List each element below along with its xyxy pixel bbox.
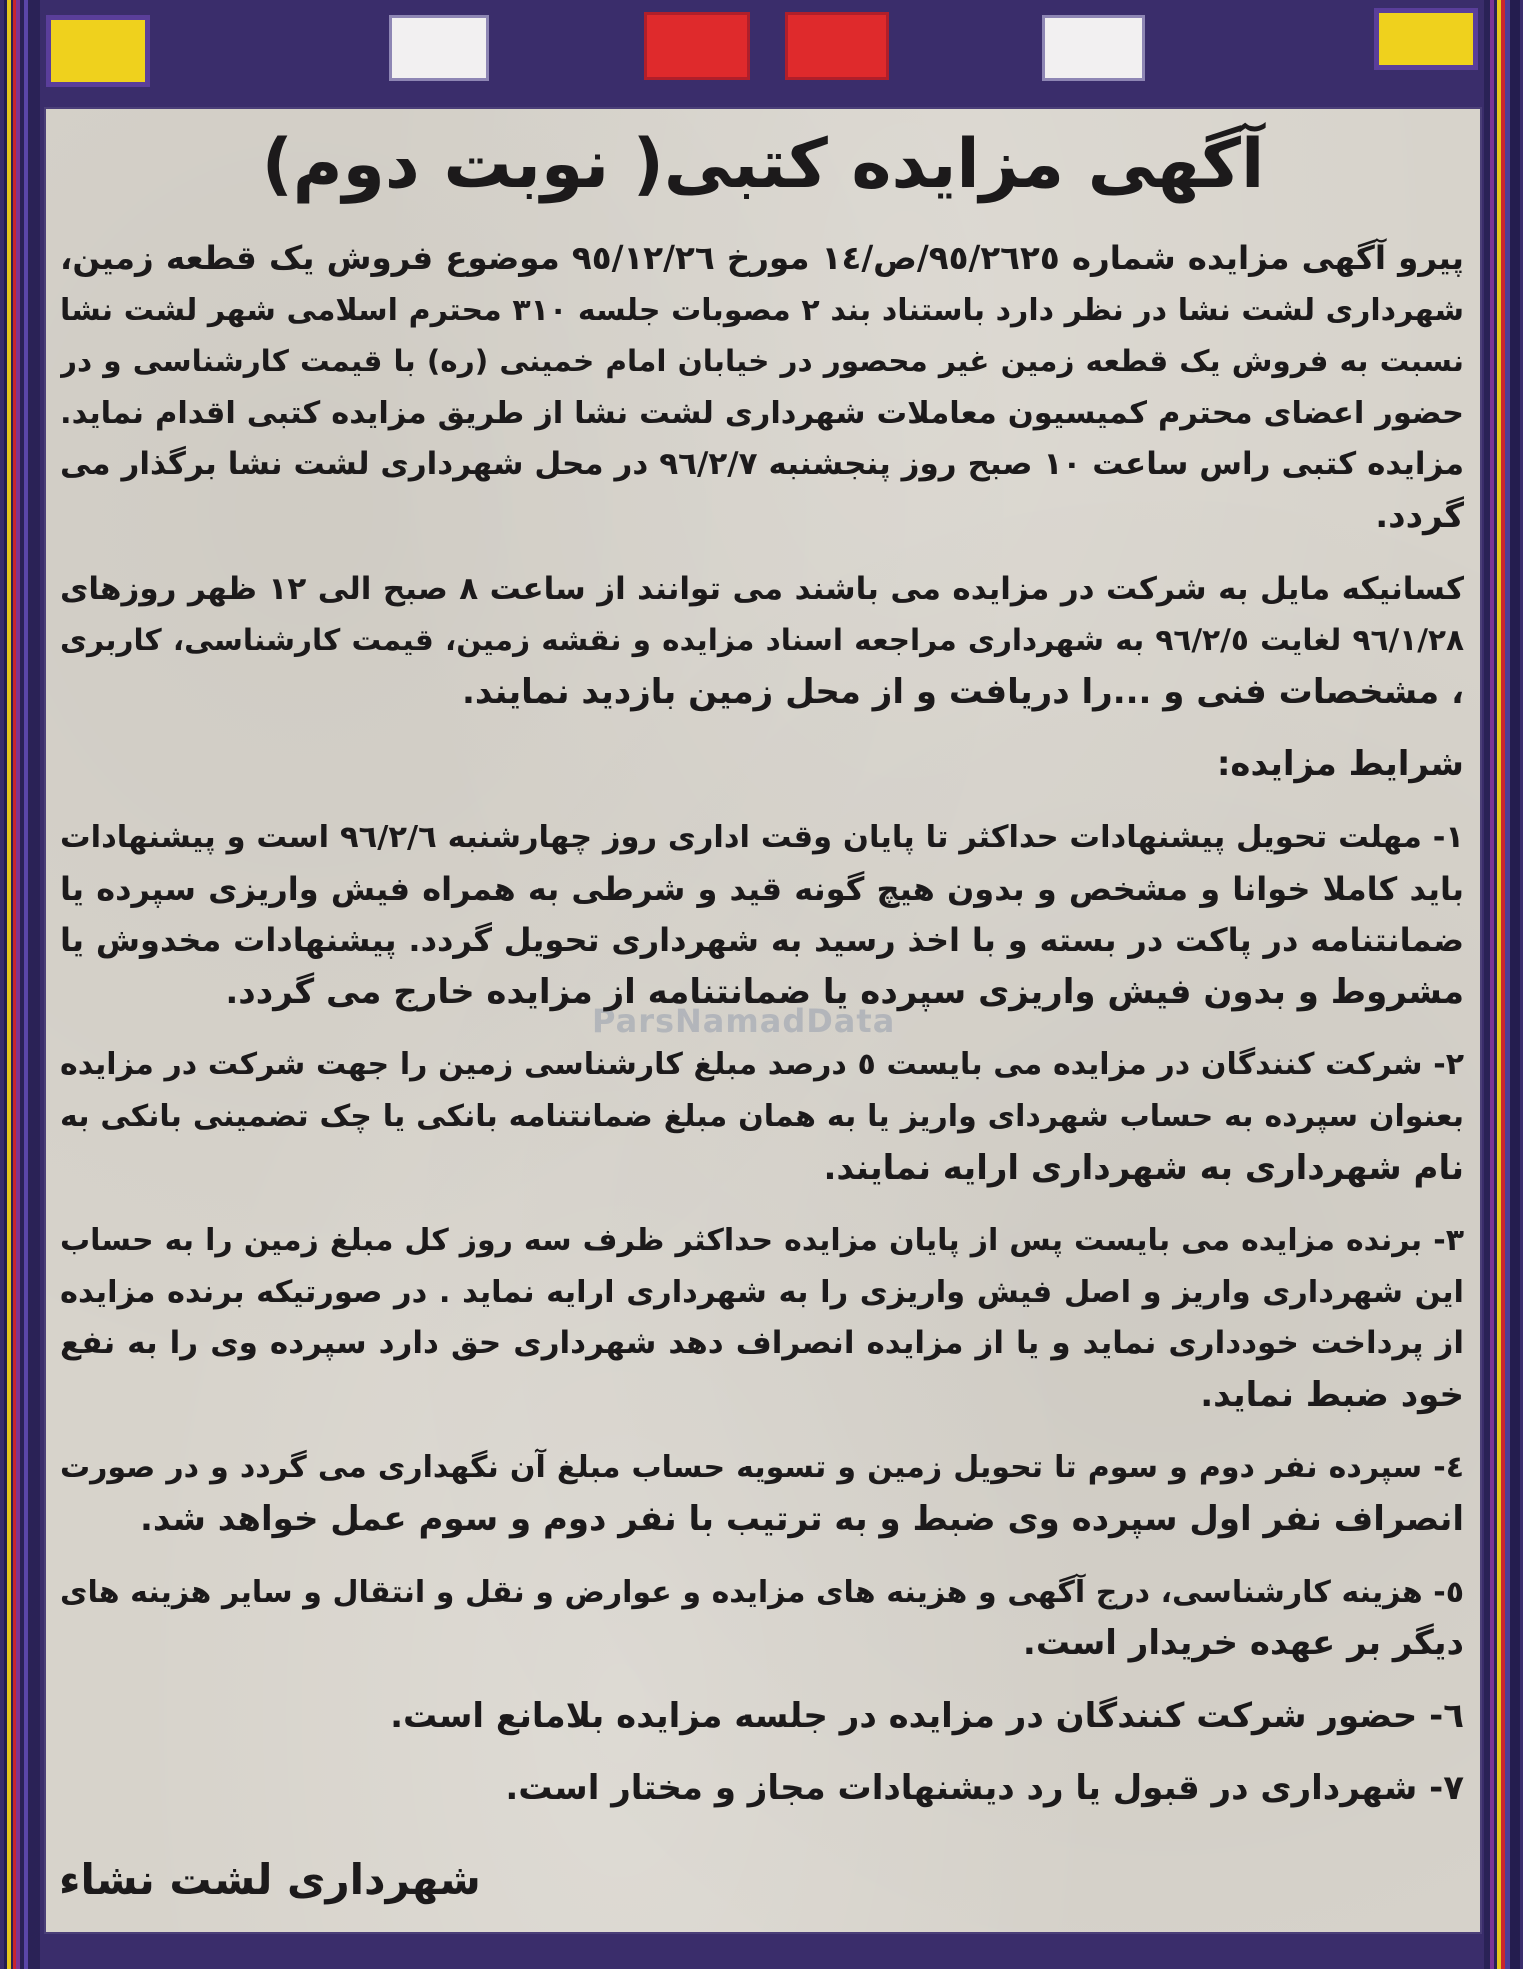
text-line: مزایده کتبی راس ساعت ١٠ صبح روز پنجشنبه ٩٦/٢/٧ در محل شهرداری لشت نشا برگذار می <box>60 446 1464 483</box>
frame-square-yellow-left <box>46 15 150 87</box>
condition-item-3 <box>60 1215 1464 1421</box>
text-line: انصراف نفر اول سپرده وی ضبط و به ترتیب با نفر دوم و سوم عمل خواهد شد. <box>139 1499 1464 1540</box>
text-line: نام شهرداری به شهرداری ارایه نمایند. <box>823 1147 1464 1188</box>
text-line: دیگر بر عهده خریدار است. <box>1022 1623 1464 1664</box>
intro-paragraph <box>60 233 1464 543</box>
text-line: ٩٦/١/٢٨ لغایت ٩٦/٢/٥ به شهرداری مراجعه اسناد مزایده و نقشه زمین، قیمت کارشناسی، کاربری <box>60 623 1464 658</box>
text-line: مشروط و بدون فیش واریزی سپرده یا ضمانتنامه از مزایده خارج می گردد. <box>225 971 1464 1012</box>
text-line: ٣- برنده مزایده می بایست پس از پایان مزایده حداکثر ظرف سه روز کل مبلغ زمین را به حساب <box>60 1223 1464 1259</box>
condition-item-7 <box>60 1763 1464 1815</box>
condition-item-4 <box>60 1442 1464 1545</box>
frame-square-red-left <box>644 12 750 80</box>
invitation-paragraph <box>60 564 1464 719</box>
text-line: شهرداری لشت نشا در نظر دارد باستناد بند ٢ مصوبات جلسه ٣١٠ محترم اسلامی شهر لشت نشا <box>60 292 1464 328</box>
text-line: از پرداخت خودداری نماید و یا از مزایده انصراف دهد شهرداری حق دارد سپرده وی را به نفع <box>60 1325 1464 1362</box>
notice-title: آگهی مزایده کتبی( نوبت دوم) <box>261 125 1265 204</box>
signature: شهرداری لشت نشاء <box>59 1855 481 1904</box>
text-line: ضمانتنامه در پاکت در بسته و با اخذ رسید به شهرداری تحویل گردد. پیشنهادات مخدوش یا <box>60 921 1464 960</box>
watermark: ParsNamadData <box>592 1002 896 1040</box>
notice-paper <box>44 107 1482 1934</box>
text-line: ٧- شهرداری در قبول یا رد دیشنهادات مجاز و مختار است. <box>505 1768 1464 1809</box>
text-line: ٦- حضور شرکت کنندگان در مزایده در جلسه مزایده بلامانع است. <box>390 1695 1464 1736</box>
condition-item-2 <box>60 1039 1464 1194</box>
text-line: باید کاملا خوانا و مشخص و بدون هیچ گونه قید و شرطی به همراه فیش واریزی سپرده یا <box>60 869 1464 908</box>
text-line: پیرو آگهی مزایده شماره ٩٥/٢٦٢٥/ص/١٤ مورخ ٩٥/١٢/٢٦ موضوع فروش یک قطعه زمین، <box>60 239 1464 277</box>
condition-item-1 <box>60 812 1464 1018</box>
frame-square-red-right <box>785 12 889 80</box>
frame-square-white-left <box>389 15 489 81</box>
notice-body <box>60 233 1464 1815</box>
text-line: گردد. <box>1375 495 1464 536</box>
text-line: بعنوان سپرده به حساب شهردای واریز یا به همان مبلغ ضمانتنامه بانکی یا چک تضمینی بانکی به <box>60 1098 1464 1134</box>
conditions-heading: شرایط مزایده: <box>1216 744 1464 785</box>
text-line: نسبت به فروش یک قطعه زمین غیر محصور در خیابان امام خمینی (ره) با قیمت کارشناسی و در <box>60 344 1464 379</box>
text-line: ٤- سپرده نفر دوم و سوم تا تحویل زمین و تسویه حساب مبلغ آن نگهداری می گردد و در صورت <box>60 1450 1464 1486</box>
frame-square-white-right <box>1042 15 1145 81</box>
text-line: ٥- هزینه کارشناسی، درج آگهی و هزینه های مزایده و عوارض و نقل و انتقال و سایر هزینه های <box>60 1574 1464 1610</box>
text-line: حضور اعضای محترم کمیسیون معاملات شهرداری لشت نشا از طریق مزایده کتبی اقدام نماید. <box>60 395 1464 431</box>
text-line: ١- مهلت تحویل پیشنهادات حداکثر تا پایان وقت اداری روز چهارشنبه ٩٦/٢/٦ است و پیشنهادات <box>60 819 1464 855</box>
frame-square-yellow-right <box>1374 8 1478 70</box>
text-line: کسانیکه مایل به شرکت در مزایده می باشند می توانند از ساعت ٨ صبح الی ١٢ ظهر روزهای <box>60 570 1464 607</box>
text-line: این شهرداری واریز و اصل فیش واریزی را به شهرداری ارایه نماید . در صورتیکه برنده مزایده <box>60 1274 1464 1310</box>
frame-stripe-right <box>1484 0 1520 1969</box>
conditions-heading-block <box>60 739 1464 791</box>
condition-item-5 <box>60 1567 1464 1670</box>
text-line: خود ضبط نماید. <box>1200 1374 1464 1415</box>
condition-item-6 <box>60 1691 1464 1743</box>
text-line: ، مشخصات فنی و ...را دریافت و از محل زمین بازدید نمایند. <box>461 671 1464 712</box>
text-line: ٢- شرکت کنندگان در مزایده می بایست ٥ درصد مبلغ کارشناسی زمین را جهت شرکت در مزایده <box>60 1047 1464 1083</box>
frame-stripe-left <box>4 0 40 1969</box>
